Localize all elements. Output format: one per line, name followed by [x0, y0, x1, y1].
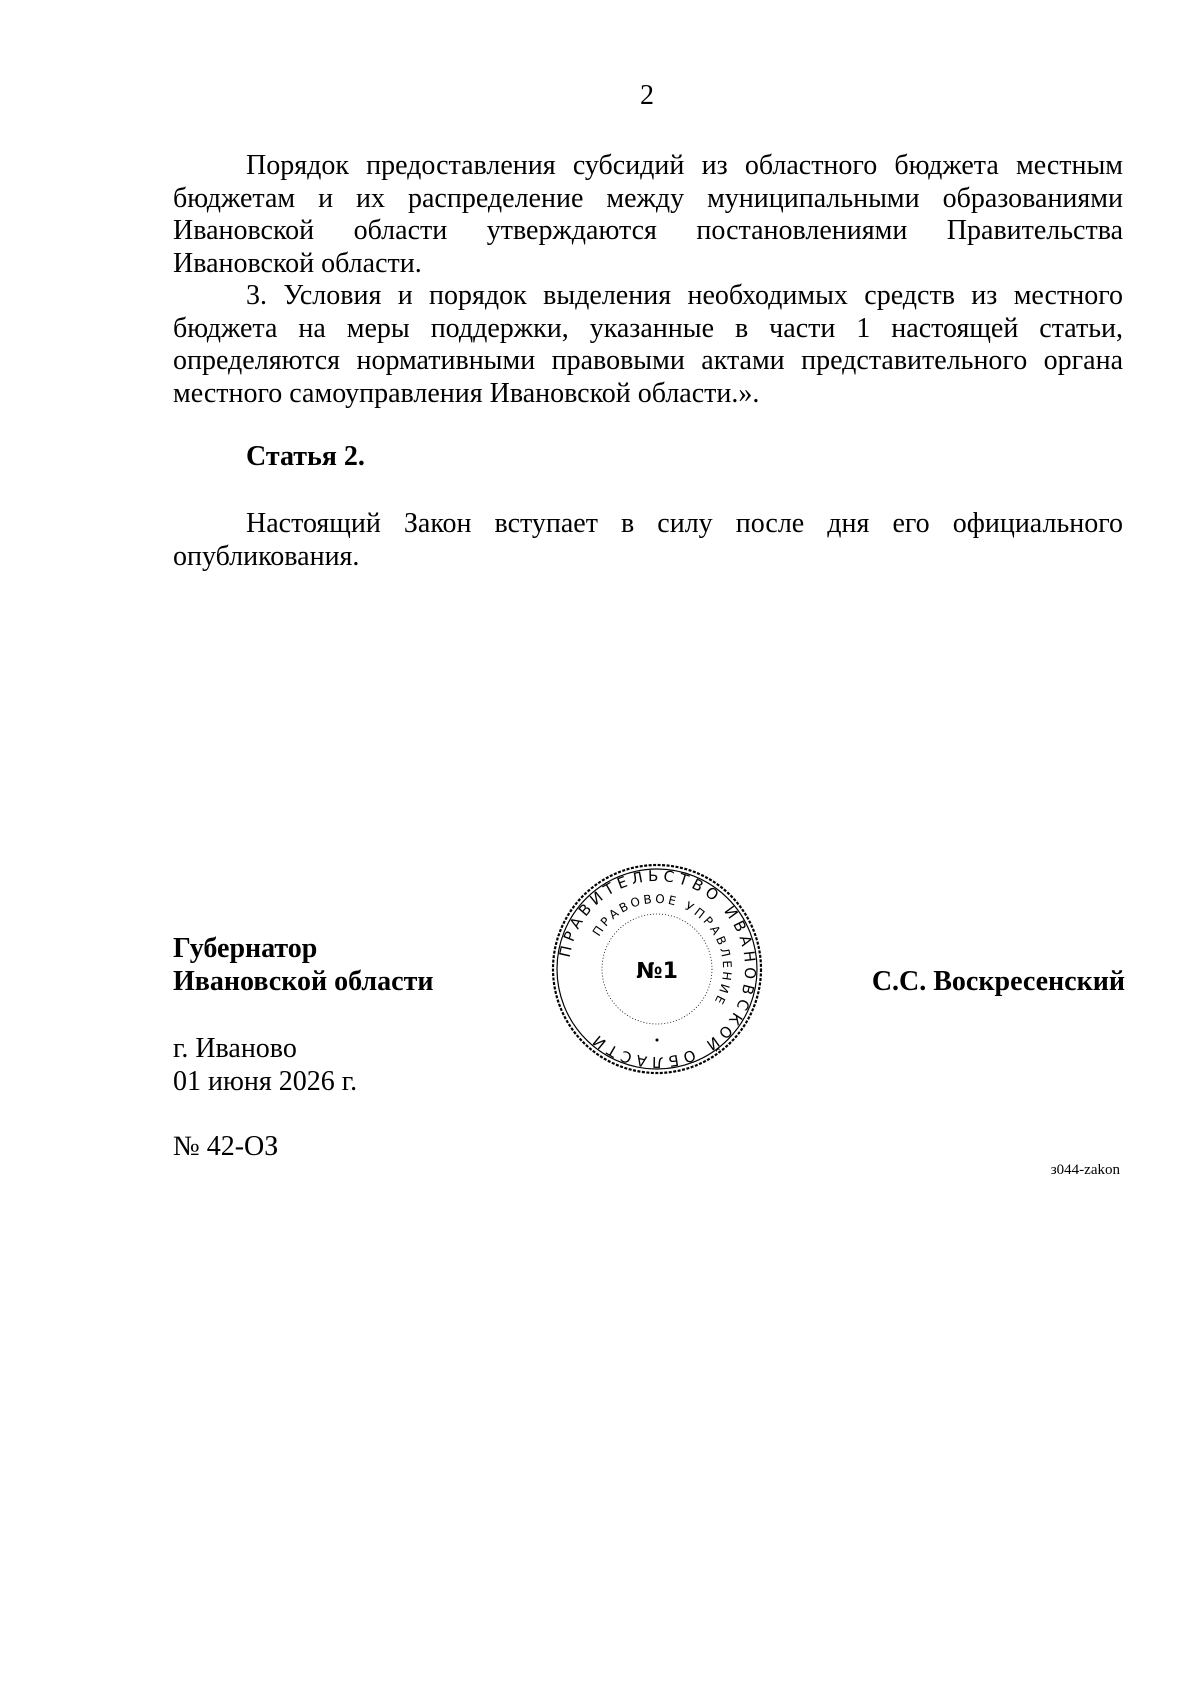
paragraph-subsidies: Порядок предоставления субсидий из областного бюджета местным бюджетам и их распределение между муниципальными образованиями Ивановской области утверждаются постановлениями Правительства Ивановской области.	[173, 150, 1123, 279]
official-seal	[548, 860, 766, 1078]
signatory-title-line2: Ивановской области	[173, 966, 434, 997]
seal-inner-text: ПРАВОВОЕ УПРАВЛЕНИЕ	[589, 891, 735, 1009]
seal-graphic	[548, 860, 766, 1078]
date: 01 июня 2026 г.	[173, 1066, 358, 1097]
place: г. Иваново	[173, 1033, 297, 1064]
article-2-block	[173, 508, 1123, 573]
article-2-heading: Статья 2.	[246, 441, 365, 472]
top-text-block	[173, 150, 1123, 410]
article-2-text: Настоящий Закон вступает в силу после дня его официального опубликования.	[173, 508, 1123, 572]
paragraph-item-3: 3. Условия и порядок выделения необходимых средств из местного бюджета на меры поддержки, указанные в части 1 настоящей статьи, определяются нормативными правовыми актами представительного органа местного самоуправления Ивановской области.».	[173, 280, 1123, 409]
seal-center-number: №1	[636, 959, 678, 984]
seal-ring-text: ПРАВИТЕЛЬСТВО ИВАНОВСКОЙ ОБЛАСТИ	[555, 866, 760, 1072]
document-code: з044-zakon	[1050, 1162, 1120, 1178]
law-number: № 42-ОЗ	[173, 1131, 279, 1162]
page-number: 2	[640, 80, 654, 111]
signatory-title	[173, 932, 433, 998]
place-and-date	[173, 1032, 357, 1098]
signatory-name: С.С. Воскресенский	[871, 966, 1125, 997]
signatory-title-line1: Губернатор	[173, 933, 318, 964]
